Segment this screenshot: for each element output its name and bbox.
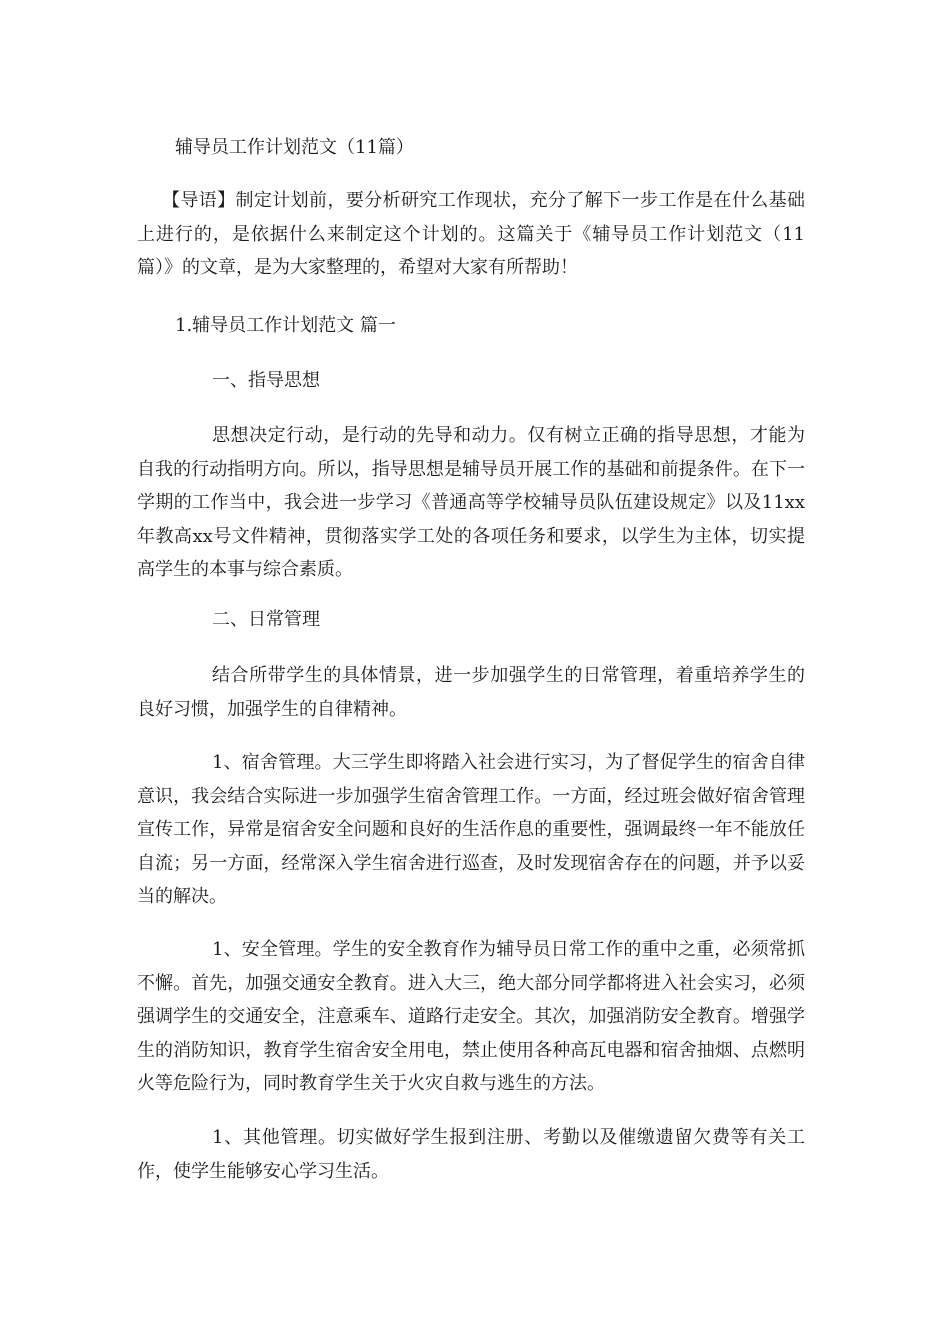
guiding-ideology-paragraph: 思想决定行动，是行动的先导和动力。仅有树立正确的指导思想，才能为自我的行动指明方向。所以，指导思想是辅导员开展工作的基础和前提条件。在下一学期的工作当中，我会进一步学习《普通高等学校辅导员队伍建设规定》以及11xx年教高xx号文件精神，贯彻落实学工处的各项任务和要求，以学生为主体，切实提高学生的本事与综合素质。 xyxy=(137,425,805,581)
document-title: 辅导员工作计划范文（11篇） xyxy=(175,137,414,158)
article-heading: 1.辅导员工作计划范文 篇一 xyxy=(175,315,396,336)
section-heading-guiding-ideology: 一、指导思想 xyxy=(212,370,320,391)
other-management-paragraph: 1、其他管理。切实做好学生报到注册、考勤以及催缴遗留欠费等有关工作，使学生能够安心学习生活。 xyxy=(137,1127,805,1182)
dormitory-management-paragraph: 1、宿舍管理。大三学生即将踏入社会进行实习，为了督促学生的宿舍自律意识，我会结合实际进一步加强学生宿舍管理工作。一方面，经过班会做好宿舍管理宣传工作，异常是宿舍安全问题和良好的生活作息的重要性，强调最终一年不能放任自流；另一方面，经常深入学生宿舍进行巡查，及时发现宿舍存在的问题，并予以妥当的解决。 xyxy=(137,752,805,908)
daily-management-paragraph: 结合所带学生的具体情景，进一步加强学生的日常管理，着重培养学生的良好习惯，加强学生的自律精神。 xyxy=(137,665,805,720)
section-heading-daily-management: 二、日常管理 xyxy=(212,609,320,630)
safety-management-paragraph: 1、安全管理。学生的安全教育作为辅导员日常工作的重中之重，必须常抓不懈。首先，加强交通安全教育。进入大三，绝大部分同学都将进入社会实习，必须强调学生的交通安全，注意乘车、道路行走安全。其次，加强消防安全教育。增强学生的消防知识，教育学生宿舍安全用电，禁止使用各种高瓦电器和宿舍抽烟、点燃明火等危险行为，同时教育学生关于火灾自救与逃生的方法。 xyxy=(137,939,805,1095)
intro-paragraph: 【导语】制定计划前，要分析研究工作现状，充分了解下一步工作是在什么基础上进行的，是依据什么来制定这个计划的。这篇关于《辅导员工作计划范文（11篇）》的文章，是为大家整理的，希望对大家有所帮助！ xyxy=(137,190,805,279)
